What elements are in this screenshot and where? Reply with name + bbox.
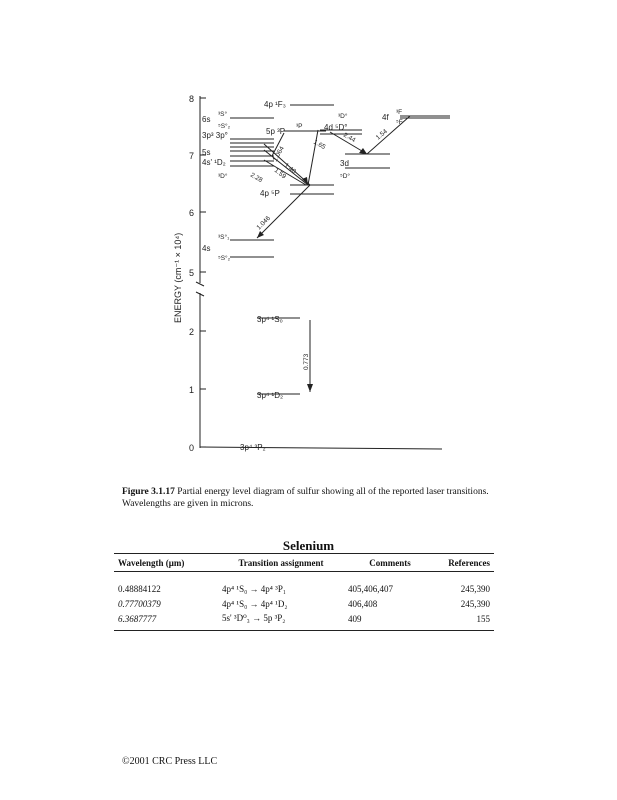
figure-caption bbox=[122, 486, 512, 510]
cell-references: 245,390 bbox=[460, 598, 490, 609]
tick-label-5: 5 bbox=[188, 268, 194, 278]
table-row bbox=[114, 572, 494, 597]
selenium-transitions-table bbox=[114, 553, 494, 631]
transition-label-165: 1.65 bbox=[312, 138, 327, 152]
transition-label-1046: 1.046 bbox=[255, 214, 272, 232]
column-header-transition: Transition assignment bbox=[218, 554, 344, 572]
label-4d: 4d ⁵D° bbox=[324, 123, 348, 132]
table-row bbox=[114, 596, 494, 611]
cell-comments: 406,408 bbox=[348, 598, 378, 609]
column-header-wavelength: Wavelength (μm) bbox=[114, 554, 218, 572]
label-5f: ⁵F bbox=[396, 119, 403, 126]
config-3p3: 3p³ 3p° bbox=[202, 131, 228, 140]
transition-label-159: 1.59 bbox=[272, 167, 288, 181]
label-3s1: ³S°₁ bbox=[218, 234, 230, 241]
ground-level bbox=[200, 447, 442, 449]
figure-caption-text: Partial energy level diagram of sulfur showing all of the reported laser transitions. Wavelengths are given in microns. bbox=[122, 487, 489, 509]
transition-label-140: 1.40 bbox=[282, 162, 298, 176]
label-3f: ³F bbox=[396, 109, 403, 116]
copyright-footer: ©2001 CRC Press LLC bbox=[122, 756, 218, 767]
cell-wavelength: 0.48884122 bbox=[118, 583, 161, 594]
transition-label-0773: 0.773 bbox=[303, 353, 310, 370]
axis-label: ENERGY (cm⁻¹ × 10⁴) bbox=[173, 232, 183, 323]
cell-transition: 4p⁴ ¹S₀ → 4p⁴ ¹D₂ bbox=[222, 598, 288, 609]
tick-label-8: 8 bbox=[188, 94, 194, 104]
label-3p4-3p2: 3p⁴ ³P₂ bbox=[240, 443, 266, 452]
cell-transition: 4p⁴ ¹S₀ → 4p⁴ ³P₁ bbox=[222, 583, 286, 594]
label-3p4-1s0: 3p⁴ ¹S₀ bbox=[257, 315, 283, 324]
label-3d0: ³D° bbox=[218, 173, 228, 180]
label-5p-3p: 5p ³P bbox=[266, 127, 286, 136]
config-6s: 6s bbox=[202, 115, 211, 124]
cell-transition: 5s' ³D⁰₃ → 5p ³P₂ bbox=[218, 611, 344, 631]
tick-label-0: 0 bbox=[188, 443, 194, 453]
tick-label-7: 7 bbox=[188, 151, 194, 161]
cell-comments: 405,406,407 bbox=[348, 583, 393, 594]
label-4f: 4f bbox=[382, 113, 389, 122]
label-4p-1f3: 4p ¹F₃ bbox=[264, 100, 286, 109]
tick-label-1: 1 bbox=[188, 385, 194, 395]
cell-comments: 409 bbox=[344, 611, 436, 631]
tick-label-6: 6 bbox=[188, 208, 194, 218]
cell-references: 245,390 bbox=[460, 583, 490, 594]
cell-references: 155 bbox=[436, 611, 494, 631]
figure-label: Figure 3.1.17 bbox=[122, 487, 175, 497]
column-header-comments: Comments bbox=[344, 554, 436, 572]
label-3p4-1d2: 3p⁴ ¹D₂ bbox=[257, 391, 284, 400]
axis-break bbox=[196, 282, 204, 296]
config-4s-prime: 4s' ¹D₂ bbox=[202, 158, 226, 167]
table-header-row bbox=[114, 554, 494, 572]
transition-label-1064: 1.064 bbox=[271, 145, 286, 163]
label-3s0: ³S° bbox=[218, 111, 228, 118]
cell-wavelength: 0.77700379 bbox=[118, 598, 161, 609]
section-title: Selenium bbox=[282, 538, 335, 553]
label-5d0: ⁵D° bbox=[340, 173, 350, 180]
transition-label-228: 2.28 bbox=[249, 171, 264, 185]
label-4p-5p: 4p ⁵P bbox=[260, 189, 280, 198]
label-3d0-top: ³D° bbox=[338, 113, 348, 120]
energy-level-diagram bbox=[160, 88, 460, 463]
config-4s: 4s bbox=[202, 244, 211, 253]
tick-label-2: 2 bbox=[188, 327, 194, 337]
label-5s2: ⁵S°₂ bbox=[218, 123, 231, 130]
label-3d: 3d bbox=[340, 159, 349, 168]
config-5s: 5s bbox=[202, 148, 211, 157]
column-header-references: References bbox=[436, 554, 494, 572]
transition-label-154: 1.54 bbox=[374, 128, 389, 142]
label-3p: ³P bbox=[296, 123, 303, 130]
table-row bbox=[114, 611, 494, 631]
label-5s2-low: ⁵S°₂ bbox=[218, 255, 231, 262]
transition-label-244: 2.44 bbox=[342, 131, 357, 145]
cell-wavelength: 6.3687777 bbox=[114, 611, 218, 631]
